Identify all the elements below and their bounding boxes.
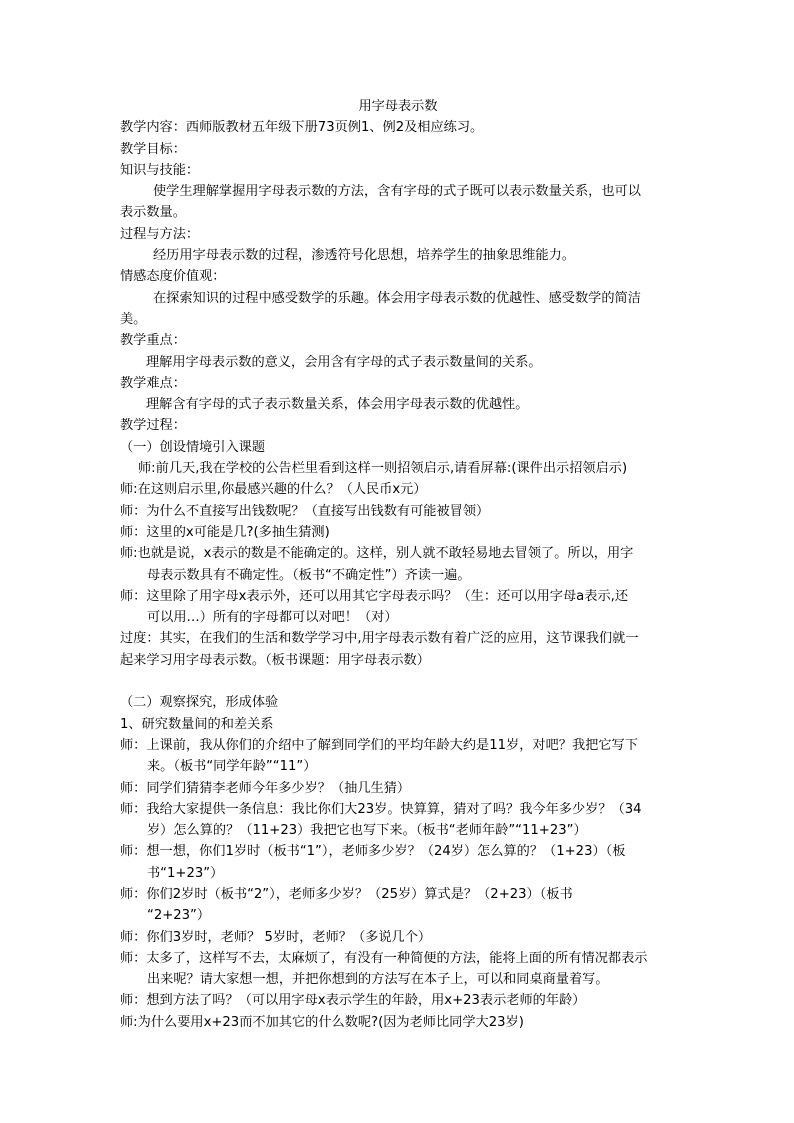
dialogue-line: 师：为什么不直接写出钱数呢？（直接写出钱数有可能被冒领） — [120, 503, 490, 519]
dialogue-line: 师：上课前，我从你们的介绍中了解到同学们的平均年龄大约是11岁，对吧？我把它写下 — [120, 737, 638, 753]
dialogue-line: 师：太多了，这样写不去，太麻烦了，有没有一种简便的方法，能将上面的所有情况都表示 — [120, 950, 648, 966]
blank-line — [120, 671, 676, 692]
paragraph-line: 经历用字母表示数的过程，渗透符号化思想，培养学生的抽象思维能力。 — [153, 248, 575, 264]
dialogue-line: 过度：其实，在我们的生活和数学学习中,用字母表示数有着广泛的应用，这节课我们就一 — [120, 631, 639, 647]
document-page — [120, 96, 676, 1033]
dialogue-line: 师：我给大家提供一条信息：我比你们大23岁。快算算，猜对了吗？我今年多少岁？（34 — [120, 801, 642, 817]
dialogue-line: 师：你们2岁时（板书“2”），老师多少岁？（25岁）算式是？（2+23）（板书 — [120, 886, 573, 902]
dialogue-line: 师：这里的x可能是几?(多抽生猜测) — [120, 524, 330, 540]
dialogue-line: 起来学习用字母表示数。（板书课题：用字母表示数） — [120, 652, 430, 668]
dialogue-line: 师：想到方法了吗？（可以用字母x表示学生的年龄，用x+23表示老师的年龄） — [120, 993, 586, 1009]
paragraph-line: 在探索知识的过程中感受数学的乐趣。体会用字母表示数的优越性、感受数学的简洁 — [153, 290, 641, 306]
dialogue-line: 师：想一想，你们1岁时（板书“1”），老师多少岁？（24岁）怎么算的？（1+23）（板 — [120, 844, 626, 860]
section-heading: 教学重点： — [120, 333, 186, 349]
dialogue-line: 可以用…）所有的字母都可以对吧！（对） — [147, 610, 398, 626]
dialogue-line: “2+23”） — [147, 908, 211, 924]
dialogue-line: 师：你们3岁时，老师？ 5岁时，老师？（多说几个） — [120, 929, 432, 945]
section-heading: 教学目标： — [120, 141, 186, 157]
dialogue-line: 师:前几天,我在学校的公告栏里看到这样一则招领启示,请看屏幕:(课件出示招领启示) — [138, 461, 628, 477]
dialogue-line: 书“1+23”） — [147, 865, 224, 881]
section-heading: 过程与方法： — [120, 226, 200, 242]
dialogue-line: 师:为什么要用x+23而不加其它的什么数呢?(因为老师比同学大23岁) — [120, 1014, 524, 1030]
paragraph-line: 理解含有字母的式子表示数量关系，体会用字母表示数的优越性。 — [146, 397, 529, 413]
dialogue-line: 岁）怎么算的？（11+23）我把它也写下来。（板书“老师年龄”“11+23”） — [147, 823, 587, 839]
subsection-heading: （一）创设情境引入课题 — [120, 439, 266, 455]
subsection-heading: 1、研究数量间的和差关系 — [120, 716, 274, 732]
section-heading: 教学难点： — [120, 375, 186, 391]
paragraph-line: 使学生理解掌握用字母表示数的方法，含有字母的式子既可以表示数量关系，也可以 — [153, 184, 641, 200]
dialogue-line: 来。（板书“同学年龄”“11”） — [147, 759, 317, 775]
dialogue-line: 师：同学们猜猜李老师今年多少岁？（抽几生猜） — [120, 780, 411, 796]
dialogue-line: 母表示数具有不确定性。（板书“不确定性”）齐读一遍。 — [147, 567, 471, 583]
section-heading: 知识与技能： — [120, 162, 200, 178]
dialogue-line: 师:也就是说，x表示的数是不能确定的。这样，别人就不敢轻易地去冒领了。所以，用字 — [120, 546, 634, 562]
dialogue-line: 师:在这则启示里,你最感兴趣的什么？（人民币x元） — [120, 482, 427, 498]
document-title: 用字母表示数 — [358, 99, 438, 114]
paragraph-line: 美。 — [120, 311, 147, 327]
teaching-content: 教学内容：西师版教材五年级下册73页例1、例2及相应练习。 — [120, 120, 484, 136]
subsection-heading: （二）观察探究，形成体验 — [120, 695, 279, 711]
paragraph-line: 理解用字母表示数的意义，会用含有字母的式子表示数量间的关系。 — [146, 354, 542, 370]
section-heading: 情感态度价值观： — [120, 269, 226, 285]
dialogue-line: 出来呢？请大家想一想，并把你想到的方法写在本子上，可以和同桌商量着写。 — [147, 972, 609, 988]
dialogue-line: 师：这里除了用字母x表示外，还可以用其它字母表示吗？（生：还可以用字母a表示,还 — [120, 588, 629, 604]
section-heading: 教学过程： — [120, 418, 186, 434]
paragraph-line: 表示数量。 — [120, 205, 186, 221]
